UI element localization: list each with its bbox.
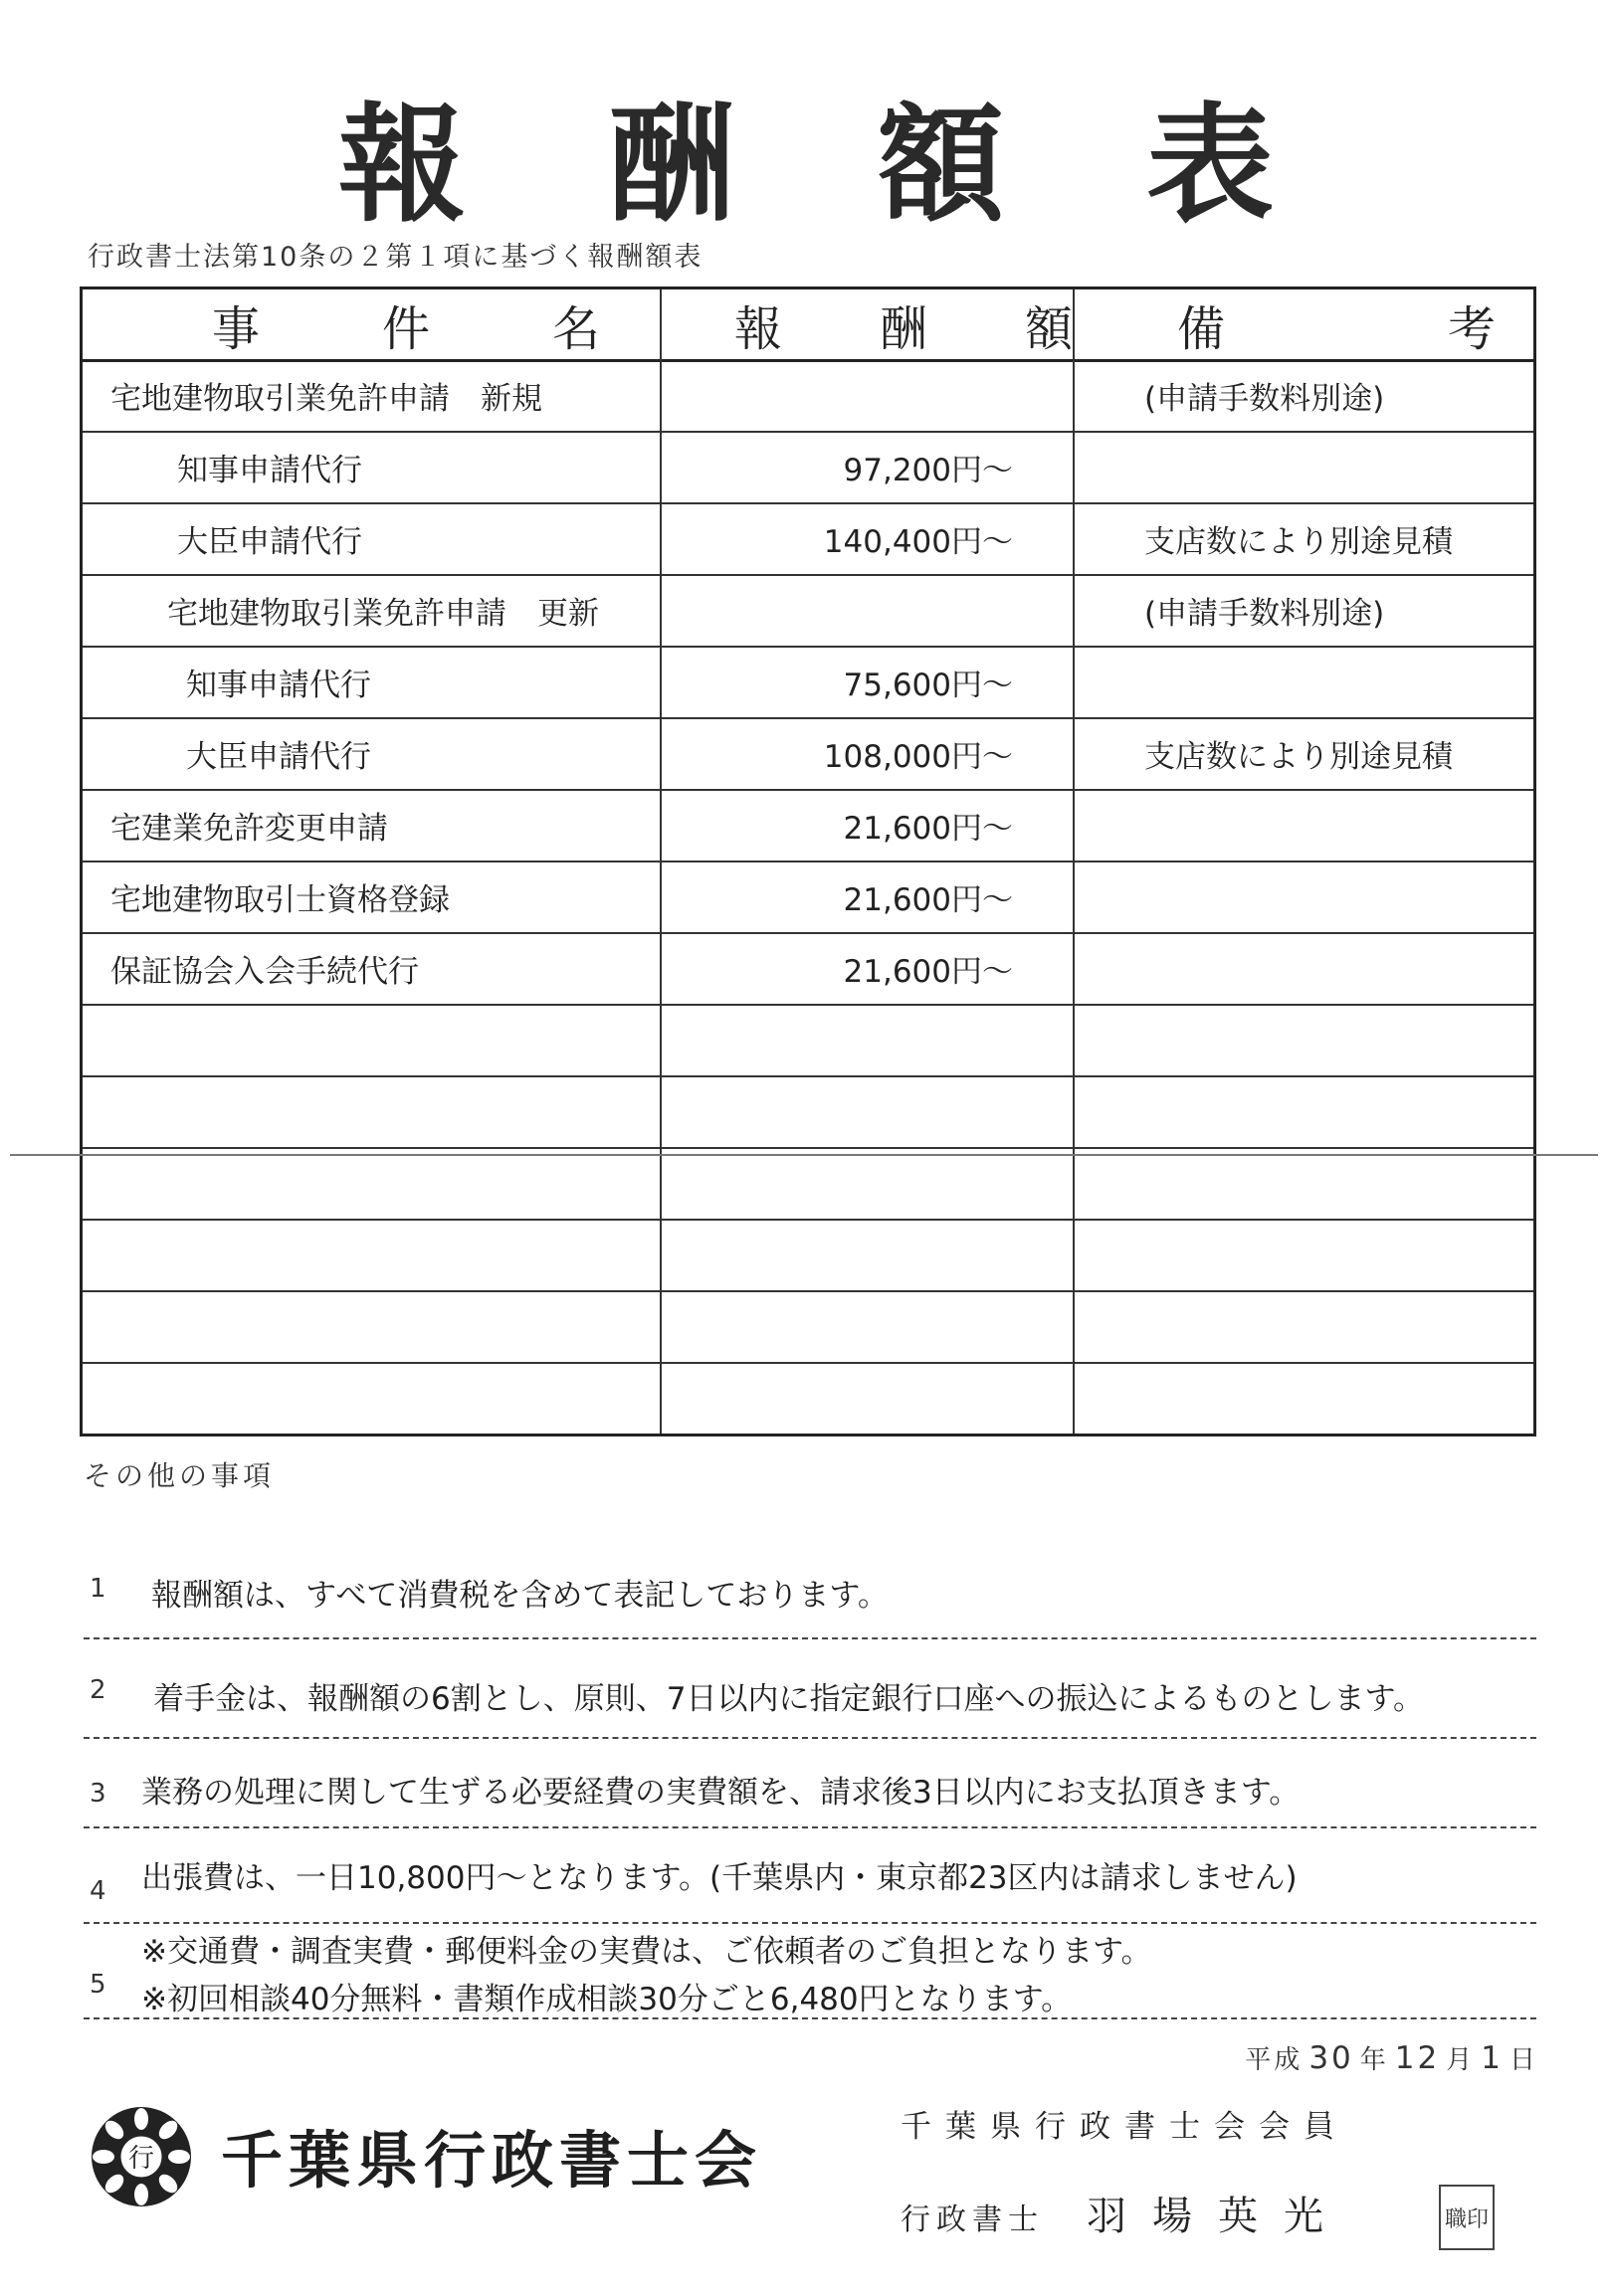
note-text: 報酬額は、すべて消費税を含めて表記しております。 xyxy=(151,1578,889,1614)
note-number: 2 xyxy=(90,1675,106,1705)
note-item xyxy=(84,1737,1536,1828)
header-name: 事 件 名 xyxy=(212,300,600,357)
note-item xyxy=(84,1826,1536,1924)
table-row xyxy=(83,1219,1533,1292)
cell-note: 支店数により別途見積 xyxy=(1144,523,1453,560)
cell-fee: 140,400円～ xyxy=(823,523,1013,560)
cell-name: 宅建業免許変更申請 xyxy=(110,810,388,847)
table-row xyxy=(83,502,1533,576)
signer-role: 行政書士 xyxy=(901,2202,1044,2237)
note-number: 1 xyxy=(90,1574,106,1604)
cell-name: 宅地建物取引業免許申請 新規 xyxy=(110,380,542,417)
cell-fee xyxy=(660,574,1073,646)
cell-note: 支店数により別途見積 xyxy=(1144,738,1453,775)
table-row xyxy=(83,574,1533,648)
table-row xyxy=(83,717,1533,791)
cell-name: 宅地建物取引士資格登録 xyxy=(110,881,450,918)
table-row xyxy=(83,431,1533,504)
cell-name: 宅地建物取引業免許申請 更新 xyxy=(167,595,599,632)
note-number: 4 xyxy=(90,1876,106,1906)
association-emblem-icon xyxy=(88,2103,195,2210)
other-items-heading: その他の事項 xyxy=(84,1459,276,1492)
fee-table xyxy=(80,287,1536,1436)
cell-name: 知事申請代行 xyxy=(186,667,371,703)
document-title xyxy=(338,80,1274,240)
table-row xyxy=(83,789,1533,862)
table-row xyxy=(83,1075,1533,1149)
note-text: ※交通費・調査実費・郵便料金の実費は、ご依頼者のご負担となります。 xyxy=(141,1934,1152,1970)
cell-fee: 97,200円～ xyxy=(843,452,1013,488)
title-char: 表 xyxy=(1145,91,1274,240)
svg-text:行: 行 xyxy=(127,2144,155,2174)
note-item xyxy=(84,1552,1536,1639)
title-char: 額 xyxy=(877,91,1005,240)
table-row xyxy=(83,1362,1533,1434)
cell-note: (申請手数料別途) xyxy=(1144,380,1385,417)
note-item xyxy=(84,1637,1536,1739)
note-text: 着手金は、報酬額の6割とし、原則、7日以内に指定銀行口座への振込によるものとします。 xyxy=(153,1681,1424,1717)
organization-name: 千葉県行政書士会 xyxy=(221,2124,763,2197)
cell-note xyxy=(1073,431,1536,502)
document-subtitle: 行政書士法第10条の２第１項に基づく報酬額表 xyxy=(88,242,704,273)
column-divider xyxy=(1073,289,1075,1434)
scan-artifact-line xyxy=(10,1154,1598,1156)
cell-fee: 75,600円～ xyxy=(843,667,1013,703)
note-text: 出張費は、一日10,800円～となります。(千葉県内・東京都23区内は請求しません) xyxy=(141,1860,1298,1896)
table-header xyxy=(83,289,1533,362)
note-item xyxy=(84,1922,1536,2019)
cell-note xyxy=(1073,646,1536,717)
cell-fee xyxy=(660,359,1073,431)
cell-name: 保証協会入会手続代行 xyxy=(110,953,419,990)
cell-fee: 21,600円～ xyxy=(843,881,1013,918)
member-label: 千葉県行政書士会会員 xyxy=(901,2109,1348,2145)
cell-note xyxy=(1073,861,1536,932)
cell-note xyxy=(1073,932,1536,1004)
issue-date: 平成 30 年 12 月 1 日 xyxy=(1245,2040,1538,2076)
note-text: ※初回相談40分無料・書類作成相談30分ごと6,480円となります。 xyxy=(141,1982,1073,2017)
note-number: 3 xyxy=(90,1779,106,1809)
cell-fee: 108,000円～ xyxy=(823,738,1013,775)
table-row xyxy=(83,646,1533,719)
title-char: 報 xyxy=(338,91,467,240)
header-note: 備 考 xyxy=(1177,300,1496,357)
column-divider xyxy=(660,289,662,1434)
title-char: 酬 xyxy=(607,91,735,240)
note-number: 5 xyxy=(90,1970,106,2000)
table-row xyxy=(83,861,1533,934)
table-row xyxy=(83,359,1533,433)
official-seal-box: 職印 xyxy=(1439,2185,1495,2250)
cell-name: 大臣申請代行 xyxy=(177,523,362,560)
note-text: 業務の処理に関して生ずる必要経費の実費額を、請求後3日以内にお支払頂きます。 xyxy=(141,1775,1301,1811)
cell-note: (申請手数料別途) xyxy=(1144,595,1385,632)
table-row xyxy=(83,1290,1533,1364)
cell-fee: 21,600円～ xyxy=(843,953,1013,990)
table-row xyxy=(83,1147,1533,1221)
cell-fee: 21,600円～ xyxy=(843,810,1013,847)
cell-name: 大臣申請代行 xyxy=(186,738,371,775)
signer-name: 羽場英光 xyxy=(1087,2194,1349,2239)
cell-note xyxy=(1073,789,1536,861)
header-fee: 報 酬 額 xyxy=(734,300,1073,357)
cell-name: 知事申請代行 xyxy=(177,452,362,488)
table-row xyxy=(83,932,1533,1006)
table-row xyxy=(83,1004,1533,1077)
